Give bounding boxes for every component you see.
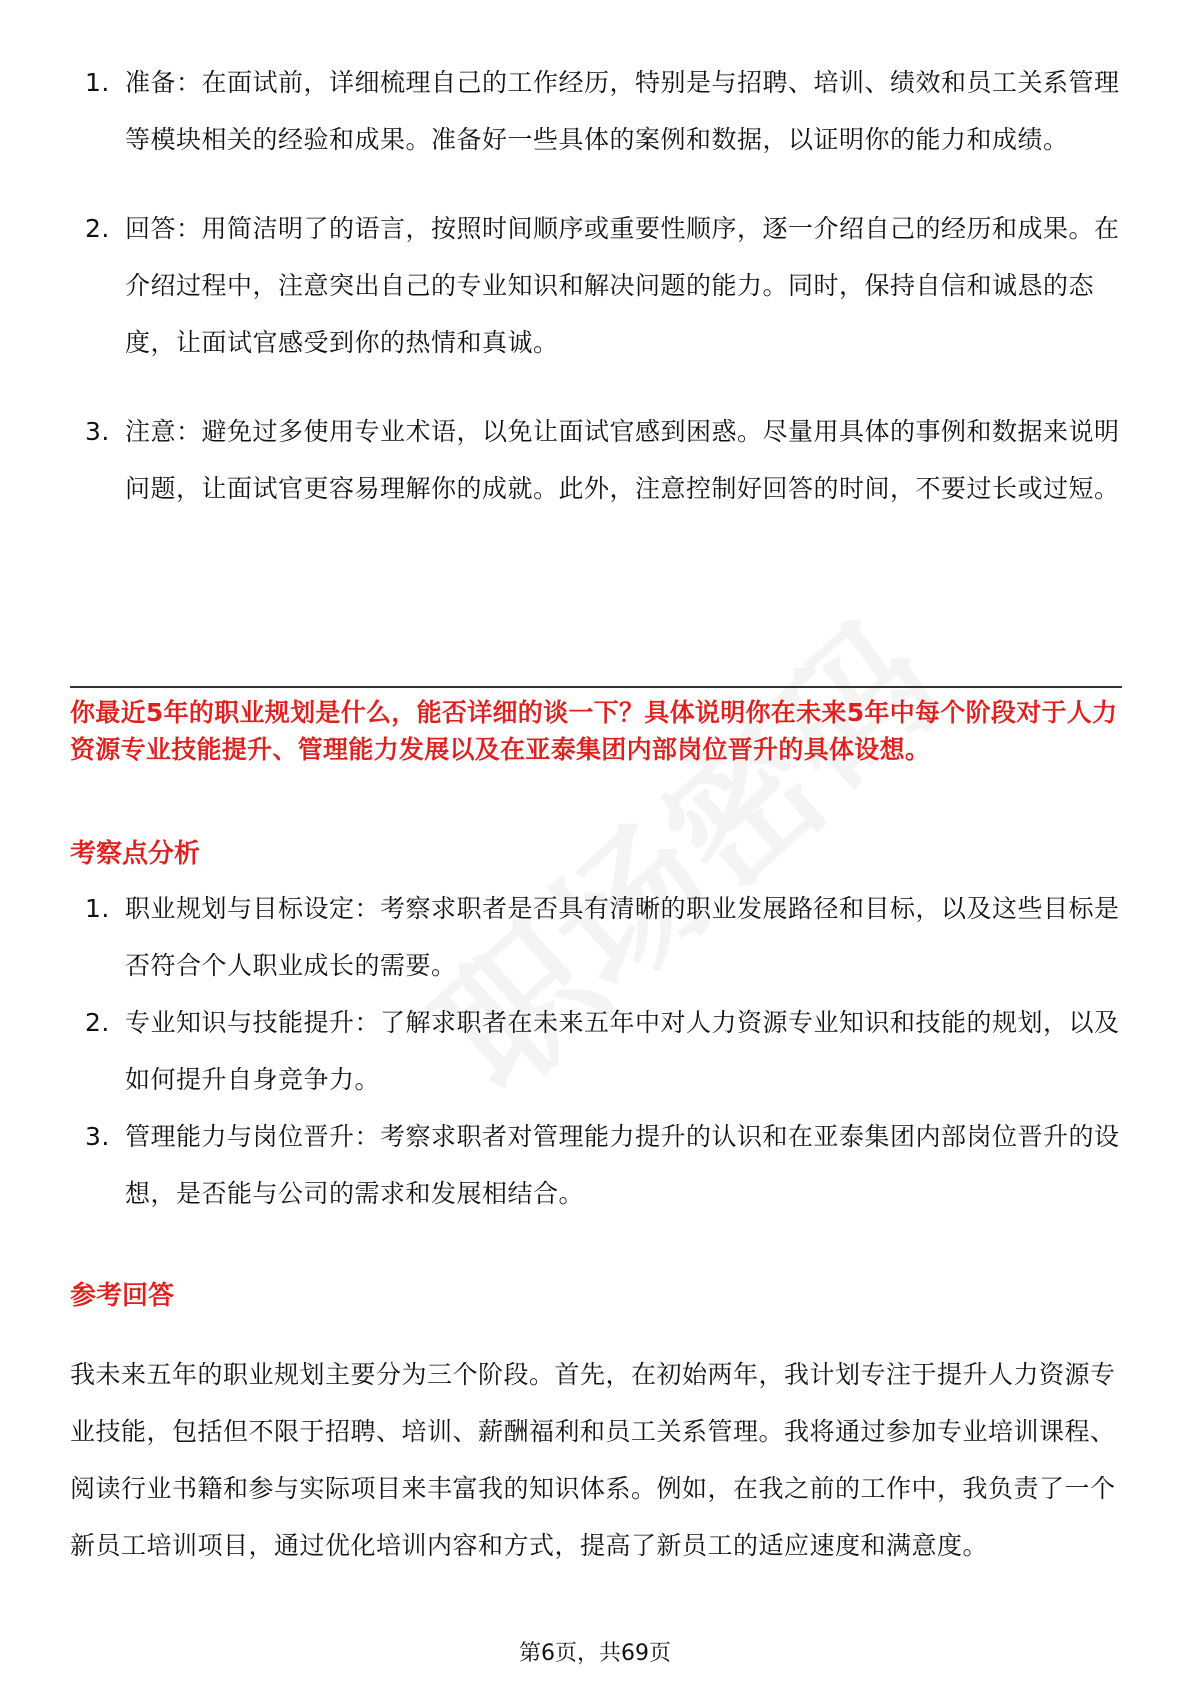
tips-list (85, 54, 1120, 549)
list-item-number: 3. (85, 1122, 110, 1151)
list-item (85, 994, 1120, 1108)
analysis-heading: 考察点分析 (70, 839, 201, 869)
list-item-number: 3. (85, 417, 110, 446)
list-item-text: 管理能力与岗位晋升：考察求职者对管理能力提升的认识和在亚泰集团内部岗位晋升的设想，是否能与公司的需求和发展相结合。 (125, 1122, 1120, 1208)
list-item-text: 注意：避免过多使用专业术语，以免让面试官感到困惑。尽量用具体的事例和数据来说明问题，让面试官更容易理解你的成就。此外，注意控制好回答的时间，不要过长或过短。 (125, 417, 1120, 503)
list-item (85, 54, 1120, 168)
interview-question: 你最近5年的职业规划是什么，能否详细的谈一下？具体说明你在未来5年中每个阶段对于人力资源专业技能提升、管理能力发展以及在亚泰集团内部岗位晋升的具体设想。 (70, 698, 1118, 764)
list-item-number: 2. (85, 1008, 110, 1037)
list-item-number: 2. (85, 214, 110, 243)
list-item-text: 专业知识与技能提升：了解求职者在未来五年中对人力资源专业知识和技能的规划，以及如何提升自身竞争力。 (125, 1008, 1120, 1094)
list-item-text: 职业规划与目标设定：考察求职者是否具有清晰的职业发展路径和目标，以及这些目标是否符合个人职业成长的需要。 (125, 894, 1120, 980)
list-item (85, 1108, 1120, 1222)
answer-heading: 参考回答 (70, 1281, 175, 1311)
list-item-number: 1. (85, 68, 110, 97)
list-item-text: 准备：在面试前，详细梳理自己的工作经历，特别是与招聘、培训、绩效和员工关系管理等模块相关的经验和成果。准备好一些具体的案例和数据，以证明你的能力和成绩。 (125, 68, 1120, 154)
list-item-number: 1. (85, 894, 110, 923)
analysis-list (85, 880, 1120, 1222)
list-item (85, 403, 1120, 517)
page-number: 第6页，共69页 (519, 1641, 671, 1666)
section-divider (70, 686, 1122, 688)
list-item-text: 回答：用简洁明了的语言，按照时间顺序或重要性顺序，逐一介绍自己的经历和成果。在介绍过程中，注意突出自己的专业知识和解决问题的能力。同时，保持自信和诚恳的态度，让面试官感受到你的热情和真诚。 (125, 214, 1120, 357)
list-item (85, 880, 1120, 994)
list-item (85, 200, 1120, 371)
answer-paragraph: 我未来五年的职业规划主要分为三个阶段。首先，在初始两年，我计划专注于提升人力资源专业技能，包括但不限于招聘、培训、薪酬福利和员工关系管理。我将通过参加专业培训课程、阅读行业书籍和参与实际项目来丰富我的知识体系。例如，在我之前的工作中，我负责了一个新员工培训项目，通过优化培训内容和方式，提高了新员工的适应速度和满意度。 (70, 1360, 1116, 1560)
